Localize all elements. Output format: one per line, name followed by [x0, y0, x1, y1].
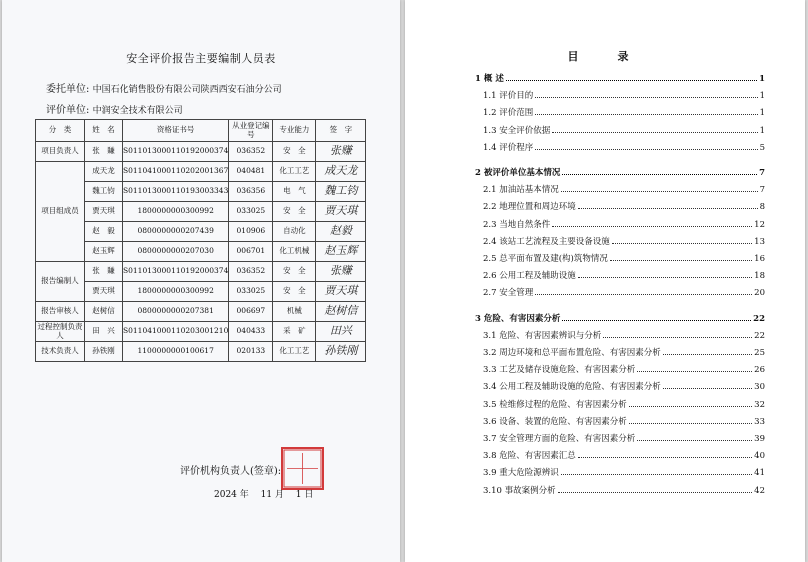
toc-section-entry[interactable] — [475, 398, 765, 410]
sign-date: 2024 年 11 月 1 日 — [214, 490, 314, 500]
toc-page-number: 12 — [754, 219, 765, 230]
toc-section-entry[interactable] — [475, 235, 765, 247]
table-row — [36, 242, 366, 262]
toc-page-number: 40 — [754, 451, 765, 462]
signature-cell: 赵玉辉 — [316, 242, 366, 262]
table-row — [36, 342, 366, 362]
toc-page-number: 22 — [753, 313, 765, 324]
registration-cell: 036352 — [229, 142, 273, 162]
toc-page-number: 1 — [759, 108, 765, 119]
toc-leader-dots — [535, 149, 757, 150]
toc-page-number: 18 — [754, 271, 765, 282]
registration-cell: 010906 — [229, 222, 273, 242]
certificate-cell: 0800000000207030 — [123, 242, 229, 262]
toc-page-number: 33 — [754, 416, 765, 427]
toc-title: 目 录 — [567, 50, 643, 63]
signature-cell: 孙铁刚 — [316, 342, 366, 362]
official-stamp — [281, 447, 324, 490]
certificate-cell: S011013000110192000374 — [123, 262, 229, 282]
table-row — [36, 302, 366, 322]
signature-cell: 赵树信 — [316, 302, 366, 322]
toc-section-entry[interactable] — [475, 200, 765, 212]
skill-cell: 化工工艺 — [273, 342, 316, 362]
skill-cell: 安 全 — [273, 262, 316, 282]
toc-page-number: 32 — [754, 399, 765, 410]
skill-cell: 安 全 — [273, 282, 316, 302]
toc-page-number: 16 — [754, 254, 765, 264]
signature-cell: 贾天琪 — [316, 282, 366, 302]
toc-entry-label: 3.3 工艺及储存设施危险、有害因素分析 — [483, 365, 636, 376]
toc-leader-dots — [558, 492, 753, 493]
staff-table-title: 安全评价报告主要编制人员表 — [126, 52, 276, 65]
toc-entry-label: 2.7 安全管理 — [483, 288, 534, 299]
toc-entry-label: 3.2 周边环境和总平面布置危险、有害因素分析 — [483, 348, 661, 358]
registration-cell: 036356 — [229, 182, 273, 202]
category-cell: 报告编制人 — [36, 262, 85, 302]
toc-page-number: 26 — [754, 365, 765, 376]
stamp-icon — [283, 449, 322, 488]
toc-section-entry[interactable] — [475, 286, 765, 298]
toc-leader-dots — [562, 174, 757, 175]
certificate-cell: S011013000110192000374 — [123, 142, 229, 162]
toc-page-number: 25 — [754, 348, 765, 358]
toc-section-entry[interactable] — [475, 329, 765, 341]
category-cell: 报告审核人 — [36, 302, 85, 322]
column-header: 资格证书号 — [123, 120, 229, 142]
signature-cell: 贾天琪 — [316, 202, 366, 222]
registration-cell: 040481 — [229, 162, 273, 182]
name-cell: 田 兴 — [85, 322, 123, 342]
skill-cell: 安 全 — [273, 202, 316, 222]
toc-chapter-entry[interactable] — [475, 166, 765, 178]
toc-page-number: 39 — [754, 434, 765, 444]
toc-leader-dots — [535, 97, 757, 98]
toc-section-entry[interactable] — [475, 124, 765, 136]
column-header: 从业登记编号 — [229, 120, 273, 142]
toc-page-number: 7 — [759, 168, 765, 178]
table-row — [36, 142, 366, 162]
table-row — [36, 222, 366, 242]
toc-leader-dots — [578, 208, 758, 209]
toc-leader-dots — [552, 226, 752, 227]
toc-page-number: 1 — [759, 74, 765, 84]
toc-page-number: 42 — [754, 485, 765, 496]
signature-cell: 张赚 — [316, 262, 366, 282]
signature-cell: 张赚 — [316, 142, 366, 162]
toc-section-entry[interactable] — [475, 269, 765, 281]
left-document-page — [2, 0, 400, 562]
toc-leader-dots — [629, 406, 752, 407]
category-cell: 技术负责人 — [36, 342, 85, 362]
name-cell: 赵玉辉 — [85, 242, 123, 262]
toc-section-entry[interactable] — [475, 363, 765, 375]
toc-entry-label: 1.4 评价程序 — [483, 142, 534, 153]
signature-cell: 赵毅 — [316, 222, 366, 242]
signatory-label: 评价机构负责人(签章): — [180, 466, 282, 477]
skill-cell: 化工机械 — [273, 242, 316, 262]
toc-section-entry[interactable] — [475, 183, 765, 195]
toc-entry-label: 3.5 检维修过程的危险、有害因素分析 — [483, 399, 627, 410]
name-cell: 魏工钧 — [85, 182, 123, 202]
toc-section-entry[interactable] — [475, 89, 765, 101]
toc-entry-label: 3.9 重大危险源辨识 — [483, 468, 559, 479]
toc-page-number: 7 — [759, 185, 765, 196]
name-cell: 孙铁刚 — [85, 342, 123, 362]
client-line — [46, 80, 282, 95]
toc-entry-label: 2.2 地理位置和周边环境 — [483, 202, 576, 213]
toc-section-entry[interactable] — [475, 415, 765, 427]
toc-entry-label: 2.1 加油站基本情况 — [483, 185, 559, 196]
toc-section-entry[interactable] — [475, 466, 765, 478]
name-cell: 张 賺 — [85, 142, 123, 162]
category-cell: 项目负责人 — [36, 142, 85, 162]
signature-cell: 田兴 — [316, 322, 366, 342]
name-cell: 贾天琪 — [85, 202, 123, 222]
toc-section-entry[interactable] — [475, 484, 765, 496]
table-row — [36, 202, 366, 222]
table-row — [36, 162, 366, 182]
toc-page-number: 13 — [754, 236, 765, 247]
table-row — [36, 282, 366, 302]
name-cell: 张 賺 — [85, 262, 123, 282]
evaluator-line — [46, 101, 183, 116]
toc-chapter-entry[interactable] — [475, 312, 765, 324]
toc-entry-label: 3.8 危险、有害因素汇总 — [483, 451, 576, 462]
toc-page-number: 5 — [759, 142, 765, 153]
name-cell: 赵 毅 — [85, 222, 123, 242]
toc-page-number: 1 — [759, 125, 765, 136]
certificate-cell: 0800000000207439 — [123, 222, 229, 242]
table-header-row — [36, 120, 366, 142]
name-cell: 成天龙 — [85, 162, 123, 182]
toc-leader-dots — [561, 191, 758, 192]
toc-page-number: 41 — [754, 468, 765, 479]
toc-chapter-entry[interactable] — [475, 72, 765, 84]
evaluator-value: 中润安全技术有限公司 — [92, 106, 183, 116]
toc-leader-dots — [552, 132, 757, 133]
right-document-page — [405, 0, 805, 562]
toc-leader-dots — [578, 457, 752, 458]
toc-entry-label: 1.2 评价范围 — [483, 108, 534, 119]
certificate-cell: S011041000110202001367 — [123, 162, 229, 182]
toc-section-entry[interactable] — [475, 380, 765, 392]
toc-section-entry[interactable] — [475, 106, 765, 118]
toc-leader-dots — [603, 337, 752, 338]
registration-cell: 006701 — [229, 242, 273, 262]
skill-cell: 机械 — [273, 302, 316, 322]
skill-cell: 化工工艺 — [273, 162, 316, 182]
toc-entry-label: 3.1 危险、有害因素辨识与分析 — [483, 330, 602, 341]
toc-leader-dots — [612, 243, 752, 244]
certificate-cell: S011041000110203001210 — [123, 322, 229, 342]
client-label: 委托单位: — [46, 84, 90, 95]
toc-section-entry[interactable] — [475, 252, 765, 264]
toc-leader-dots — [506, 80, 757, 81]
toc-entry-label: 2.6 公用工程及辅助设施 — [483, 271, 576, 282]
column-header: 姓 名 — [85, 120, 123, 142]
certificate-cell: 1100000000100617 — [123, 342, 229, 362]
toc-leader-dots — [562, 320, 751, 321]
toc-entry-label: 3.4 公用工程及辅助设施的危险、有害因素分析 — [483, 382, 661, 393]
toc-entry-label: 2 被评价单位基本情况 — [475, 168, 561, 178]
toc-section-entry[interactable] — [475, 141, 765, 153]
toc-leader-dots — [629, 423, 752, 424]
toc-entry-label: 3.7 安全管理方面的危险、有害因素分析 — [483, 434, 636, 444]
skill-cell: 自动化 — [273, 222, 316, 242]
toc-leader-dots — [610, 260, 752, 261]
toc-page-number: 1 — [759, 91, 765, 102]
registration-cell: 033025 — [229, 202, 273, 222]
client-value: 中国石化销售股份有限公司陕西西安石油分公司 — [92, 85, 282, 95]
toc-entry-label: 1.1 评价目的 — [483, 91, 534, 102]
category-cell: 过程控制负责人 — [37, 322, 83, 340]
toc-entry-label: 3.6 设备、装置的危险、有害因素分析 — [483, 416, 627, 427]
category-cell: 项目组成员 — [36, 162, 85, 262]
toc-leader-dots — [535, 114, 757, 115]
toc-entry-label: 1.3 安全评价依据 — [483, 125, 551, 136]
toc-section-entry[interactable] — [475, 449, 765, 461]
staff-table — [35, 119, 366, 362]
toc-leader-dots — [663, 388, 752, 389]
skill-cell: 采 矿 — [273, 322, 316, 342]
toc-page-number: 22 — [754, 330, 765, 341]
registration-cell: 020133 — [229, 342, 273, 362]
toc-entry-label: 2.3 当地自然条件 — [483, 219, 551, 230]
table-row — [36, 262, 366, 282]
toc-section-entry[interactable] — [475, 346, 765, 358]
name-cell: 贾天琪 — [85, 282, 123, 302]
toc-entry-label: 3 危险、有害因素分析 — [475, 313, 561, 324]
toc-leader-dots — [535, 294, 752, 295]
signature-cell: 成天龙 — [316, 162, 366, 182]
toc-page-number: 20 — [754, 288, 765, 299]
toc-leader-dots — [561, 474, 752, 475]
table-row — [36, 322, 366, 342]
certificate-cell: S011013000110193003343 — [123, 182, 229, 202]
toc-entry-label: 2.4 该站工艺流程及主要设备设施 — [483, 236, 610, 247]
column-header: 分 类 — [36, 120, 85, 142]
toc-leader-dots — [578, 277, 752, 278]
signature-cell: 魏工钧 — [316, 182, 366, 202]
column-header: 签 字 — [316, 120, 366, 142]
toc-leader-dots — [663, 354, 752, 355]
registration-cell: 006697 — [229, 302, 273, 322]
certificate-cell: 0800000000207381 — [123, 302, 229, 322]
toc-leader-dots — [637, 371, 752, 372]
toc-section-entry[interactable] — [475, 432, 765, 444]
registration-cell: 036352 — [229, 262, 273, 282]
certificate-cell: 1800000000300992 — [123, 282, 229, 302]
toc-section-entry[interactable] — [475, 218, 765, 230]
toc-entry-label: 3.10 事故案例分析 — [483, 485, 556, 496]
skill-cell: 安 全 — [273, 142, 316, 162]
toc-page-number: 30 — [754, 382, 765, 393]
column-header: 专业能力 — [273, 120, 316, 142]
certificate-cell: 1800000000300992 — [123, 202, 229, 222]
name-cell: 赵树信 — [85, 302, 123, 322]
table-row — [36, 182, 366, 202]
toc-entry-label: 2.5 总平面布置及建(构)筑物情况 — [483, 254, 608, 264]
toc-page-number: 8 — [759, 202, 765, 213]
evaluator-label: 评价单位: — [46, 105, 90, 116]
skill-cell: 电 气 — [273, 182, 316, 202]
registration-cell: 040433 — [229, 322, 273, 342]
toc-entry-label: 1 概 述 — [475, 74, 504, 84]
toc-leader-dots — [637, 440, 752, 441]
registration-cell: 033025 — [229, 282, 273, 302]
